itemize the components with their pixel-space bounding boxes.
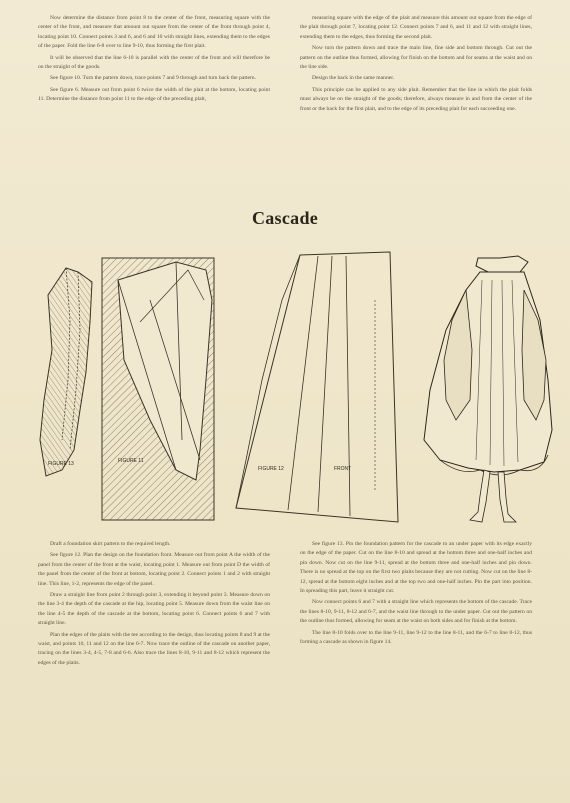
paragraph: Plan the edges of the plaits with the tee according to the design, thus locating points 8 and 9 at the waist, and points 10, 11 and 12 on the line 6-7. Now trace the outline of the cascade on another paper, tracing on the lines 3-4, 4-5, 7-8 and 6-6. Also trace the lines 8-10, 9-11 and 8-12 which represent the edges of the plaits. [38,631,270,666]
paragraph: The line 8-10 folds over to the line 9-11, line 9-12 to the line 8-11, and the 6-7 to line 8-12, thus forming a cascade as shown in figure 14. [300,629,532,646]
figure-11-drawing [102,258,214,520]
paragraph: measuring square with the edge of the plait and measure this amount out square from the edge of the plait through point 7, locating point 12. Connect points 7 and 6, and 11 and 12 with straight lines, extending them to the edges, thus forming the second plait. [300,15,532,40]
text-column-bottom-left [38,540,270,670]
paragraph: Draft a foundation skirt pattern to the required length. [50,541,171,547]
skirt-illustration [424,256,552,522]
figure-13-drawing [40,268,92,476]
text-column-bottom-right [300,540,532,649]
section-title: Cascade [251,208,319,228]
paragraph: Now determine the distance from point 8 to the center of the front, measuring square with the center of the front, and measure that amount out square from the center of the front through point 4, locating point 10. Connect points 3 and 6, and 6 and 10 with straight lines, extending them to the edges of the paper. Fold the line 6-8 over to line 9-10, thus forming the first plait. [38,15,270,50]
paragraph: See figure 10. Turn the pattern down, trace points 7 and 9 through and turn back the pattern. [50,75,256,82]
paragraph: Now turn the pattern down and trace the main line, fine side and bottom through. Cut out the pattern on the outline thus formed, allowing for finish on the bottom and for seams at the waist and on the line side. [300,45,532,71]
paragraph: It will be observed that the line 6-10 is parallel with the center of the front and will therefore be on the straight of the goods. [38,54,270,71]
paragraph: This principle can be applied to any side plait. Remember that the line in which the plait folds must always be on the straight of the goods; therefore, always measure in and from the center of the front or the back for the first plait, and to the edge of its preceding plait for each succeeding one. [300,86,532,112]
figure-11-label: FIGURE 11 [118,458,144,464]
figure-13-label: FIGURE 13 [48,461,74,467]
paragraph: Draw a straight line from point 2 through point 3, extending it beyond point 3. Measure down on the line 3-4 the depth of the cascade at the hip, locating point 5. Measure down from the waist line on the line 4-5 the depth of the cascade at the bottom, locating point 6. Connect points 6 and 7 with straight line. [38,592,270,627]
paragraph: See figure 12. Plan the design on the foundation front. Measure out from point A the width of the panel from the center of the front at the waist, locating point 1. Measure out from point D the width of the panel from the center of the front at bottom, locating point 2. Connect points 1 and 2 with straight line. This line, 1-2, represents the edge of the panel. [38,552,270,587]
front-label: FRONT [334,466,352,472]
paragraph: See figure 6. Measure out from point 6 twice the width of the plait at the bottom, locating point 11. Determine the distance from point 11 to the edge of the preceding plait, [38,86,270,103]
figure-12-label: FIGURE 12 [258,466,284,472]
paragraph: See figure 13. Pin the foundation pattern for the cascade to an under paper with its edge exactly on the edge of the paper. Cut on the line 8-10 and spread at the bottom three and one-half inches and pin down. Now cut on the line 9-11, spread at the bottom three and one-half inches and pin down. There is no spread at the top on the first two plaits because they are not cutting. Now cut on the line 8-12, spread at the bottom eight inches and at the top two and one-half inches. Pin the part into position. In spreading this part, leave it straight cut. [300,541,532,595]
paragraph: Now connect points 6 and 7 with a straight line which represents the bottom of the cascade. Trace the lines 8-10, 9-11, 8-12 and 6-7, and the waist line through to the under paper. Cut out the pattern on the outline thus formed, allowing for seam at the waist on both sides and for finish at the bottom. [300,599,532,625]
paragraph: Design the back in the same manner. [312,75,395,82]
figure-12-drawing [236,252,398,522]
